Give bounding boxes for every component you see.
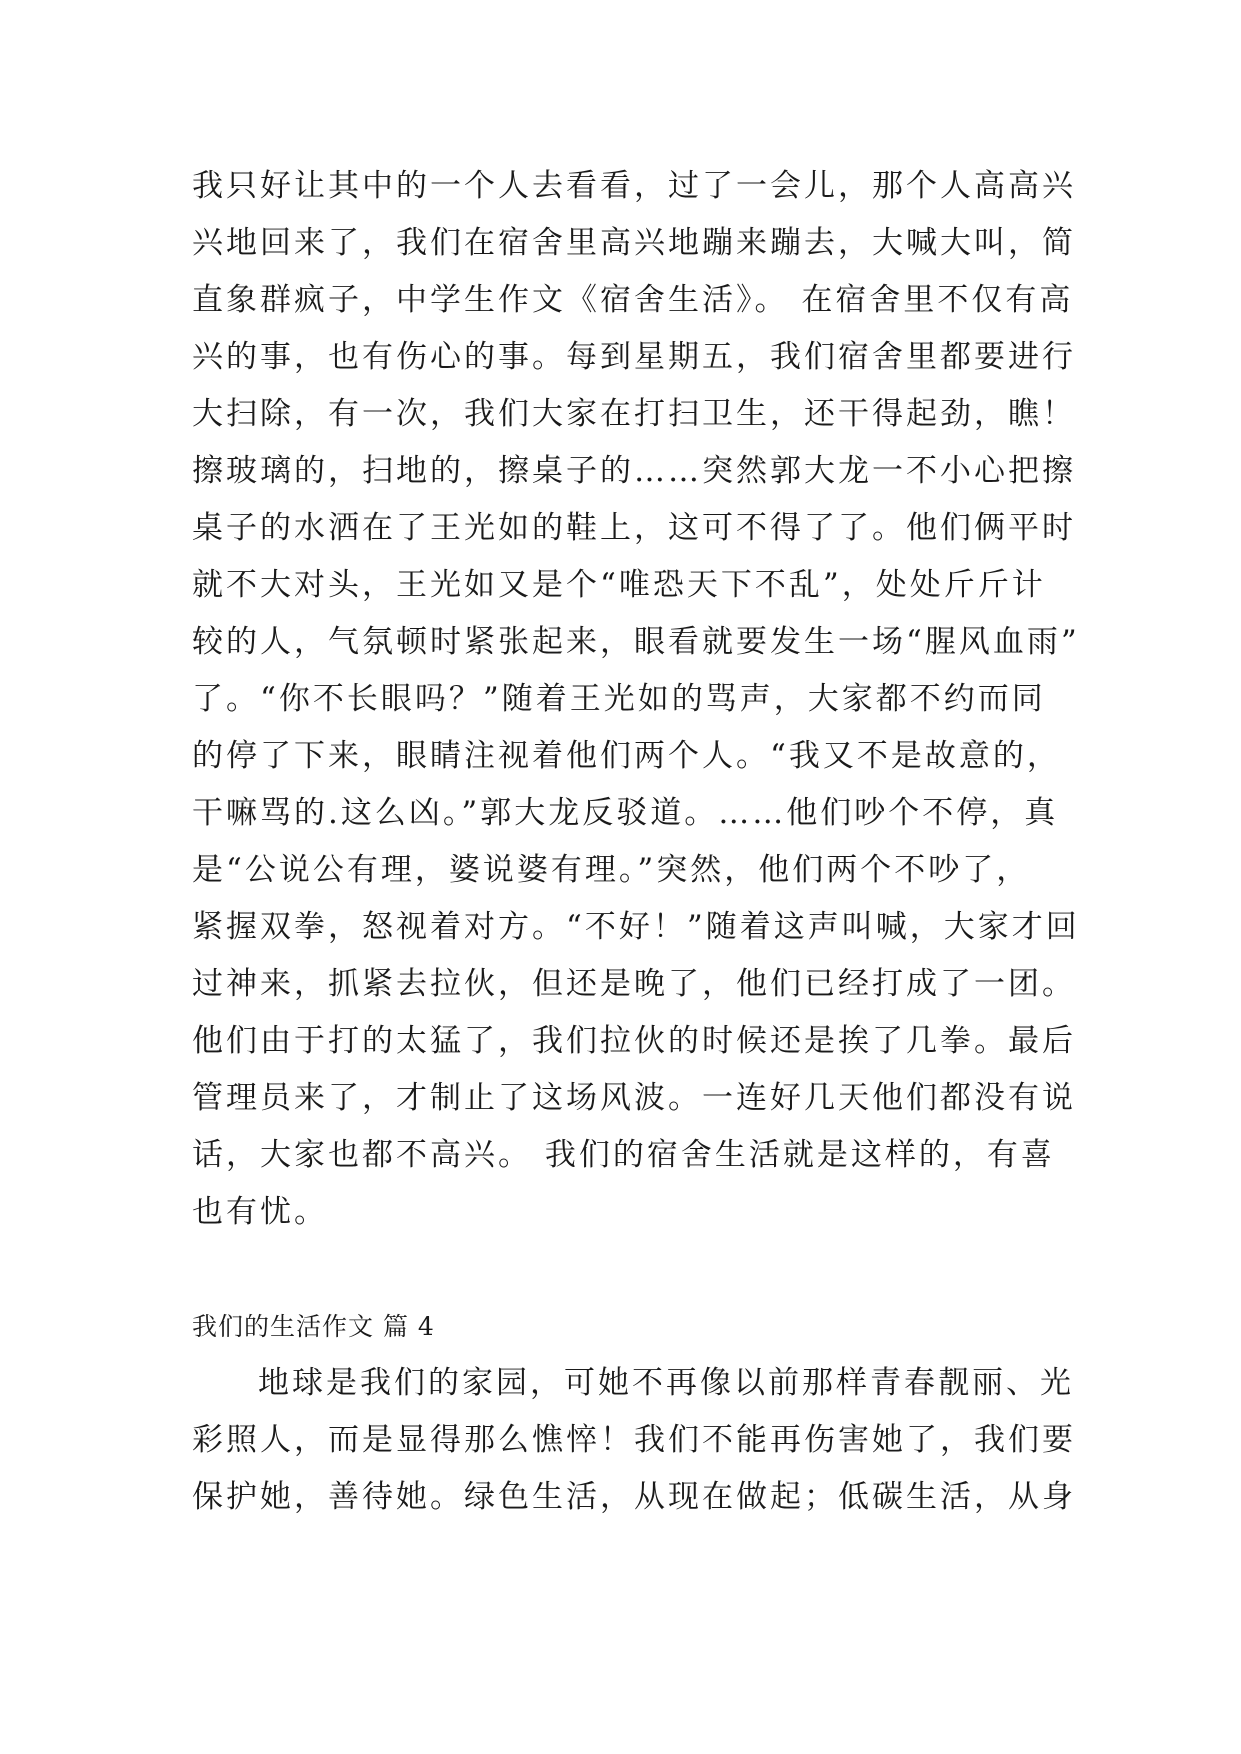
text-line: 管理员来了，才制止了这场风波。一连好几天他们都没有说 [192, 1080, 1076, 1116]
text-line: 桌子的水洒在了王光如的鞋上，这可不得了了。他们俩平时 [192, 510, 1076, 546]
paragraph-1 [192, 158, 1080, 1241]
text-line: 是“公说公有理，婆说婆有理。”突然，他们两个不吵了， [192, 852, 1031, 888]
text-line: 直象群疯子，中学生作文《宿舍生活》。 在宿舍里不仅有高 [192, 282, 1074, 318]
paragraph-spacer [192, 1241, 1052, 1298]
paragraph-2 [192, 1355, 1076, 1526]
section-heading: 我们的生活作文 篇 4 [192, 1312, 435, 1341]
document-page [192, 158, 1080, 1526]
text-line: 干嘛骂的.这么凶。”郭大龙反驳道。……他们吵个不停，真 [192, 795, 1059, 831]
text-line: 话，大家也都不高兴。 我们的宿舍生活就是这样的，有喜 [192, 1137, 1055, 1173]
text-line: 的停了下来，眼睛注视着他们两个人。“我又不是故意的， [192, 738, 1061, 774]
text-line: 保护她，善待她。绿色生活，从现在做起；低碳生活，从身 [192, 1479, 1076, 1515]
text-line: 过神来，抓紧去拉伙，但还是晚了，他们已经打成了一团。 [192, 966, 1076, 1002]
text-line: 较的人，气氛顿时紧张起来，眼看就要发生一场“腥风血雨” [192, 624, 1080, 660]
text-line: 了。“你不长眼吗？”随着王光如的骂声，大家都不约而同 [192, 681, 1046, 717]
text-line: 兴地回来了，我们在宿舍里高兴地蹦来蹦去，大喊大叫，简 [192, 225, 1076, 261]
text-line: 擦玻璃的，扫地的，擦桌子的……突然郭大龙一不小心把擦 [192, 453, 1076, 489]
text-line: 紧握双拳，怒视着对方。“不好！”随着这声叫喊，大家才回 [192, 909, 1080, 945]
text-line: 大扫除，有一次，我们大家在打扫卫生，还干得起劲，瞧！ [192, 396, 1076, 432]
text-line: 也有忧。 [192, 1194, 328, 1230]
text-line: 他们由于打的太猛了，我们拉伙的时候还是挨了几拳。最后 [192, 1023, 1076, 1059]
text-line: 就不大对头，王光如又是个“唯恐天下不乱”，处处斤斤计 [192, 567, 1046, 603]
text-line: 地球是我们的家园，可她不再像以前那样青春靓丽、光 [258, 1365, 1074, 1401]
text-line: 我只好让其中的一个人去看看，过了一会儿，那个人高高兴 [192, 168, 1076, 204]
text-line: 兴的事，也有伤心的事。每到星期五，我们宿舍里都要进行 [192, 339, 1076, 375]
text-line: 彩照人，而是显得那么憔悴！我们不能再伤害她了，我们要 [192, 1422, 1076, 1458]
